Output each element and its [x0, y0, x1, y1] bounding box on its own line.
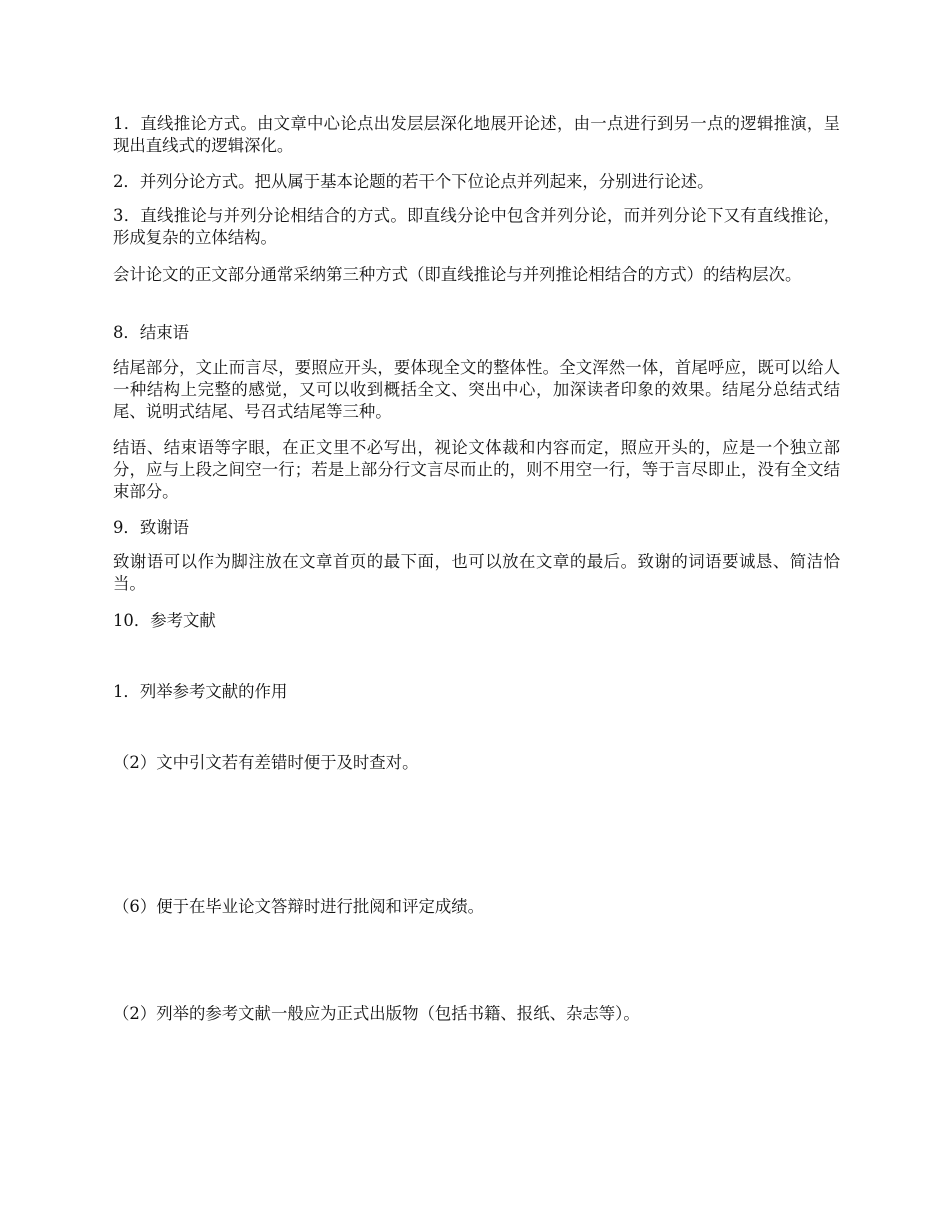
- heading-conclusion: 8．结束语: [113, 323, 189, 342]
- list-item-citation-check: （2）文中引文若有差错时便于及时查对。: [113, 753, 419, 772]
- paragraph-combined-reasoning: 3．直线推论与并列分论相结合的方式。即直线分论中包含并列分论，而并列分论下又有直线推论，形成复杂的立体结构。: [113, 206, 840, 247]
- paragraph-parallel-reasoning: 2．并列分论方式。把从属于基本论题的若干个下位论点并列起来，分别进行论述。: [113, 172, 714, 191]
- heading-acknowledgement: 9．致谢语: [113, 518, 189, 537]
- subheading-reference-purpose: 1．列举参考文献的作用: [113, 682, 288, 701]
- paragraph-conclusion-notes: 结语、结束语等字眼，在正文里不必写出，视论文体裁和内容而定，照应开头的，应是一个独立部分，应与上段之间空一行；若是上部分行文言尽而止的，则不用空一行，等于言尽即止，没有全文结束部分。: [113, 438, 840, 501]
- paragraph-acknowledgement-body: 致谢语可以作为脚注放在文章首页的最下面，也可以放在文章的最后。致谢的词语要诚恳、简洁恰当。: [113, 552, 840, 593]
- paragraph-accounting-structure: 会计论文的正文部分通常采纳第三种方式（即直线推论与并列推论相结合的方式）的结构层次。: [113, 265, 802, 284]
- heading-references: 10．参考文献: [113, 611, 216, 630]
- paragraph-linear-reasoning: 1．直线推论方式。由文章中心论点出发层层深化地展开论述，由一点进行到另一点的逻辑推演，呈现出直线式的逻辑深化。: [113, 114, 840, 155]
- list-item-defense-review: （6）便于在毕业论文答辩时进行批阅和评定成绩。: [113, 897, 485, 916]
- list-item-formal-publications: （2）列举的参考文献一般应为正式出版物（包括书籍、报纸、杂志等）。: [113, 1004, 640, 1023]
- paragraph-conclusion-body: 结尾部分，文止而言尽，要照应开头，要体现全文的整体性。全文浑然一体，首尾呼应，既可以给人一种结构上完整的感觉，又可以收到概括全文、突出中心，加深读者印象的效果。结尾分总结式结尾、说明式结尾、号召式结尾等三种。: [113, 358, 840, 421]
